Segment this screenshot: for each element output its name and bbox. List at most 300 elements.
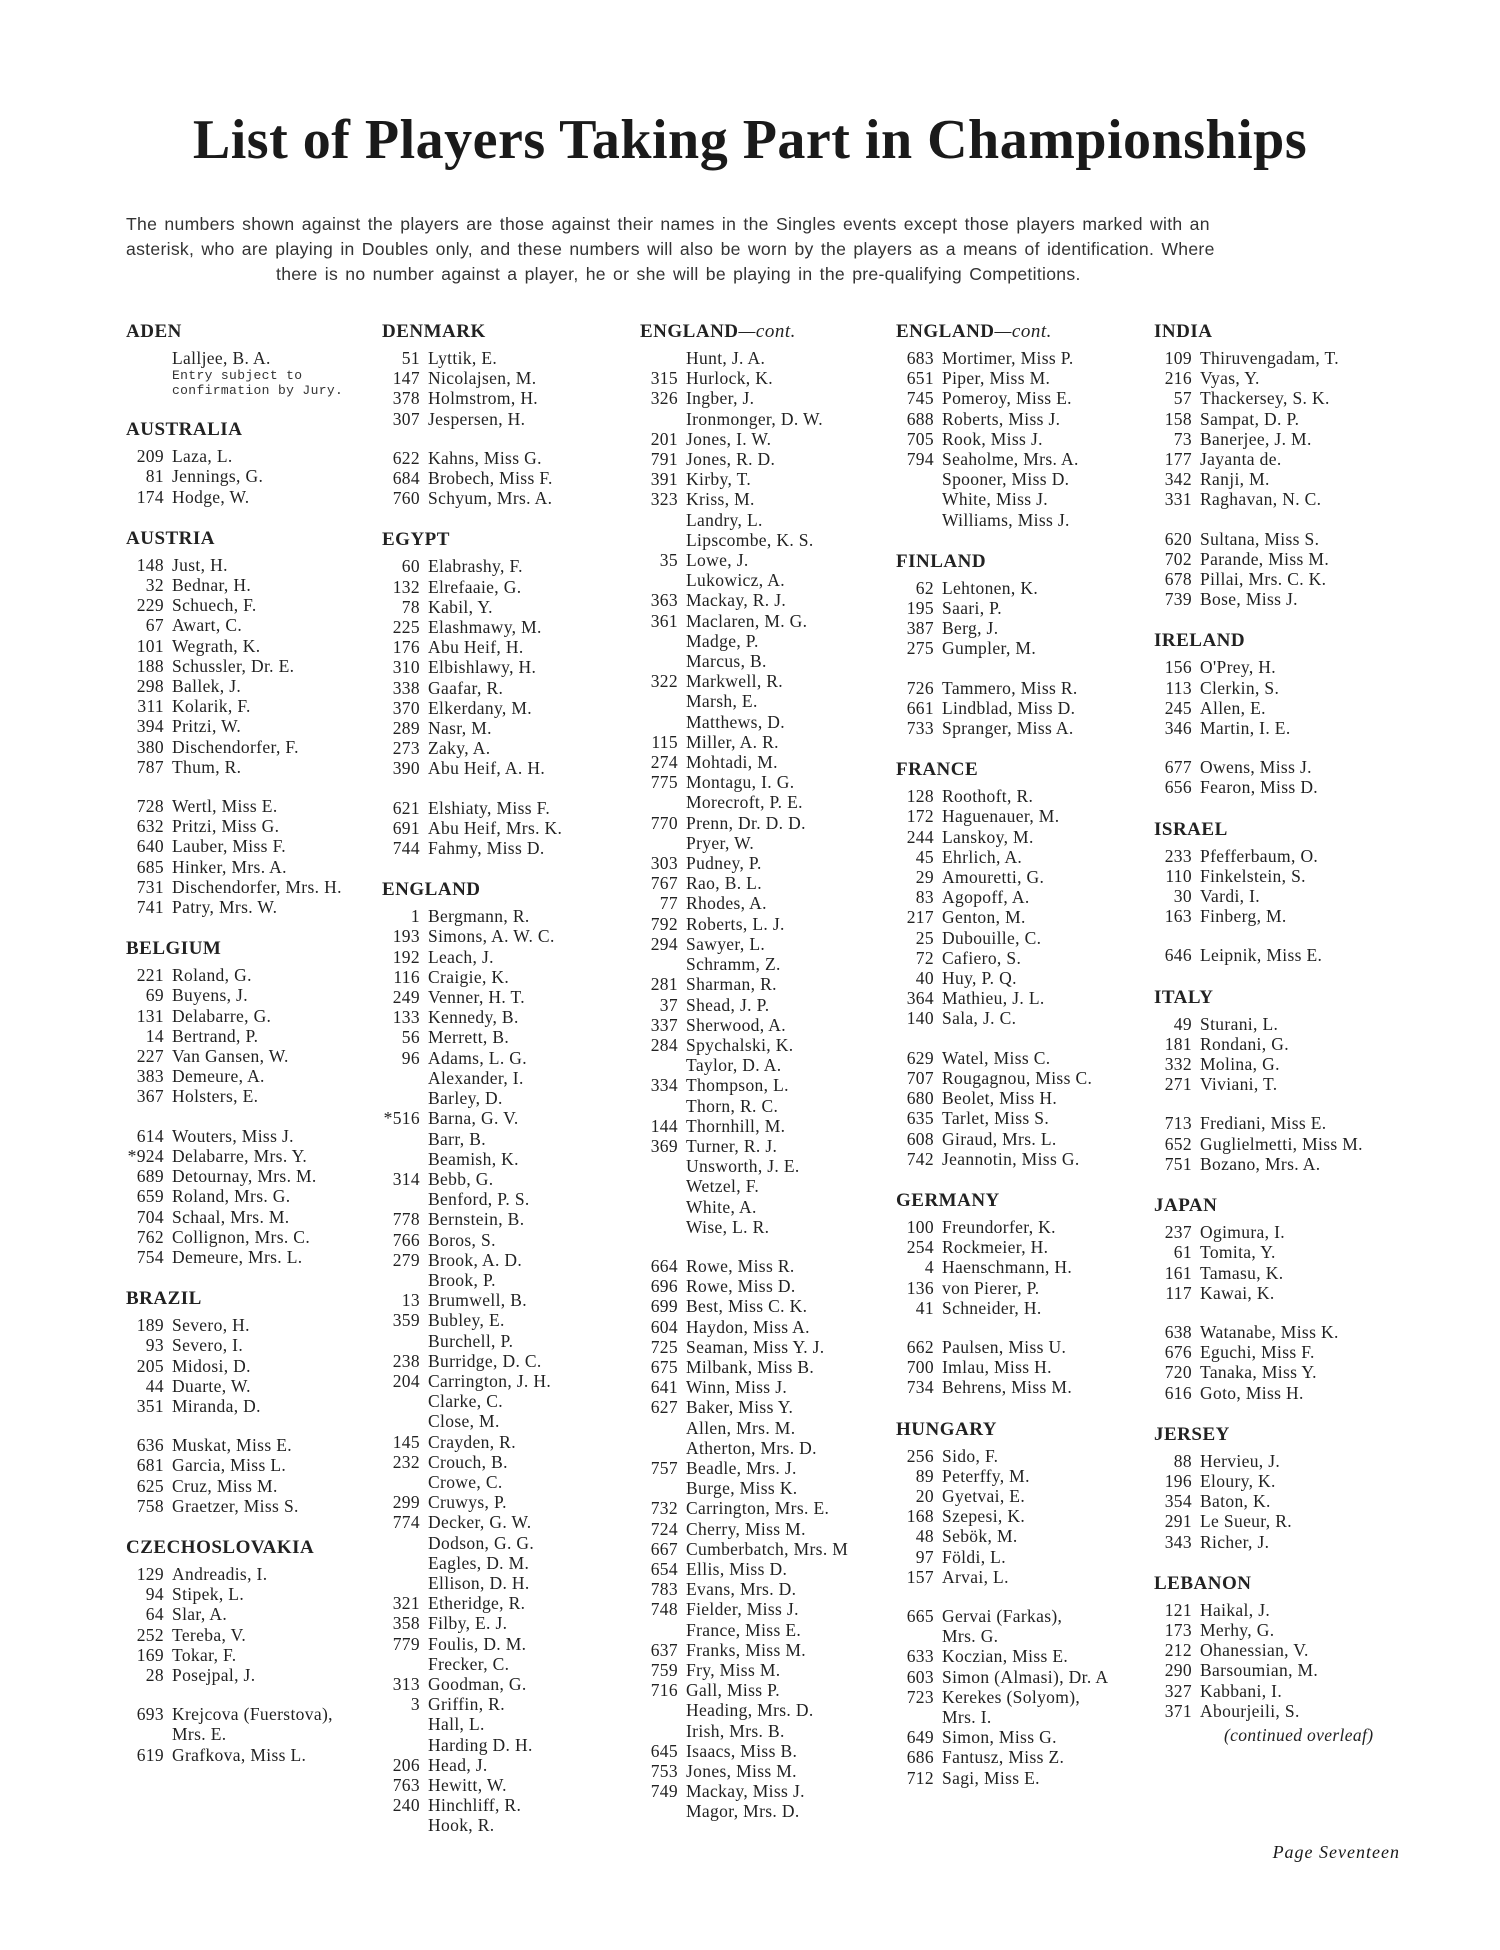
player-name: Crayden, R. [428, 1431, 516, 1452]
player-name: Laza, L. [172, 446, 233, 467]
player-group [1154, 1322, 1404, 1403]
player-name: Isaacs, Miss B. [686, 1740, 798, 1761]
player-number: 96 [401, 1047, 420, 1068]
player-name: Beolet, Miss H. [942, 1088, 1058, 1109]
player-number: 40 [915, 968, 934, 989]
player-name: Maclaren, M. G. [686, 610, 808, 631]
player-number: 291 [1164, 1511, 1192, 1532]
player-number: 64 [145, 1604, 164, 1625]
player-number: 256 [906, 1445, 934, 1466]
player-name: Spychalski, K. [686, 1034, 794, 1055]
player-row [382, 926, 634, 946]
player-row [896, 1278, 1154, 1298]
player-number: 391 [650, 469, 678, 490]
player-number: 57 [1173, 388, 1192, 409]
player-name: Sido, F. [942, 1445, 999, 1466]
player-row [126, 965, 376, 985]
player-number: 28 [145, 1664, 164, 1685]
player-row [382, 1310, 634, 1330]
player-number: 689 [136, 1166, 164, 1187]
player-row [896, 1108, 1154, 1128]
player-row [1154, 368, 1404, 388]
player-name: Roland, Mrs. G. [172, 1186, 291, 1207]
country-heading [1154, 631, 1404, 653]
player-name: White, A. [686, 1196, 757, 1217]
player-name: Spooner, Miss D. [942, 469, 1070, 490]
player-row [1154, 1134, 1404, 1154]
player-name: Gall, Miss P. [686, 1680, 781, 1701]
country-section [1154, 322, 1404, 609]
player-row [896, 988, 1154, 1008]
player-name: Head, J. [428, 1754, 488, 1775]
player-group [640, 348, 895, 1237]
player-name: Cruwys, P. [428, 1492, 507, 1513]
player-row [126, 1227, 376, 1247]
player-number: 681 [136, 1455, 164, 1476]
player-number: 323 [650, 489, 678, 510]
player-name: Slar, A. [172, 1604, 228, 1625]
country-section [640, 322, 895, 1822]
player-name: Demeure, A. [172, 1066, 265, 1087]
player-name: Burchell, P. [428, 1330, 514, 1351]
player-number: 216 [1164, 368, 1192, 389]
player-row [126, 1006, 376, 1026]
player-number: 20 [915, 1485, 934, 1506]
player-number: 168 [906, 1506, 934, 1527]
player-name: Van Gansen, W. [172, 1046, 289, 1067]
player-number: 331 [1164, 489, 1192, 510]
player-number: 654 [650, 1558, 678, 1579]
country-name: ISRAEL [1154, 818, 1228, 840]
player-name: Mrs. I. [942, 1706, 992, 1727]
player-number: 294 [650, 933, 678, 954]
player-row [896, 1486, 1154, 1506]
player-name: Sampat, D. P. [1200, 408, 1300, 429]
players-column-3 [640, 322, 895, 1822]
player-number: 13 [401, 1290, 420, 1311]
player-name: Eloury, K. [1200, 1470, 1276, 1491]
player-row [126, 1126, 376, 1146]
player-row [382, 1411, 634, 1431]
player-number: 748 [650, 1599, 678, 1620]
player-number: 116 [393, 966, 420, 987]
player-name: Richer, J. [1200, 1531, 1270, 1552]
player-row [896, 469, 1154, 489]
player-number [382, 1189, 420, 1209]
player-number: 326 [650, 388, 678, 409]
player-row [640, 611, 895, 631]
player-row [640, 1781, 895, 1801]
player-name: Stipek, L. [172, 1584, 245, 1605]
player-number: 720 [1164, 1362, 1192, 1383]
player-number: 637 [650, 1639, 678, 1660]
player-row [126, 897, 376, 917]
player-number: 311 [137, 696, 164, 717]
player-number: 209 [136, 446, 164, 467]
player-name: Burridge, D. C. [428, 1350, 542, 1371]
player-group [126, 1704, 376, 1765]
country-section [126, 529, 376, 917]
player-group [126, 1564, 376, 1685]
player-row [640, 954, 895, 974]
player-name: Owens, Miss J. [1200, 757, 1312, 778]
country-section [126, 322, 376, 398]
player-number: 310 [392, 657, 420, 678]
player-name: Ogimura, I. [1200, 1222, 1286, 1243]
player-name: Rowe, Miss R. [686, 1255, 795, 1276]
player-group [1154, 657, 1404, 738]
player-row [382, 1593, 634, 1613]
player-name: Clerkin, S. [1200, 677, 1280, 698]
player-number: 649 [906, 1727, 934, 1748]
player-group [1154, 757, 1404, 797]
player-number: 109 [1164, 348, 1192, 368]
player-name: Bebb, G. [428, 1168, 494, 1189]
player-number [640, 1438, 678, 1458]
player-number: 157 [906, 1566, 934, 1587]
player-number: 614 [136, 1125, 164, 1146]
player-name: Dischendorfer, Mrs. H. [172, 876, 342, 897]
player-group [126, 1435, 376, 1516]
player-row [382, 1492, 634, 1512]
player-row [126, 1496, 376, 1516]
player-group [896, 578, 1154, 659]
player-number: 254 [906, 1237, 934, 1258]
player-name: Awart, C. [172, 615, 243, 636]
player-group [1154, 1451, 1404, 1552]
player-row [382, 1735, 634, 1755]
player-row [1154, 1362, 1404, 1382]
entry-note: Entry subject to confirmation by Jury. [172, 368, 344, 399]
player-name: Holsters, E. [172, 1086, 259, 1107]
player-name: Hunt, J. A. [686, 348, 766, 368]
player-row [640, 550, 895, 570]
player-group [126, 1126, 376, 1267]
player-number: 196 [1164, 1470, 1192, 1491]
player-name: Sala, J. C. [942, 1008, 1017, 1029]
player-name: Barley, D. [428, 1088, 503, 1109]
player-number: 78 [401, 596, 420, 617]
player-number: 779 [392, 1633, 420, 1654]
player-row [126, 1376, 376, 1396]
player-name: Pudney, P. [686, 853, 762, 874]
country-section [896, 760, 1154, 1169]
player-name: Viviani, T. [1200, 1074, 1278, 1095]
player-number [382, 1129, 420, 1149]
player-name: Jeannotin, Miss G. [942, 1148, 1080, 1169]
country-heading [896, 760, 1154, 782]
player-number: 45 [915, 846, 934, 867]
player-number: 83 [915, 887, 934, 908]
player-row [1154, 429, 1404, 449]
player-number: 659 [136, 1186, 164, 1207]
player-name: Ranji, M. [1200, 469, 1270, 490]
continued-marker: —cont. [738, 321, 796, 342]
player-row [896, 1446, 1154, 1466]
player-group [126, 1315, 376, 1416]
player-row [896, 368, 1154, 388]
player-number: 632 [136, 816, 164, 837]
player-number: 723 [906, 1686, 934, 1707]
player-name: Piper, Miss M. [942, 368, 1051, 389]
player-name: Brumwell, B. [428, 1290, 527, 1311]
continued-marker: —cont. [994, 321, 1052, 342]
player-number: 271 [1164, 1074, 1192, 1095]
player-number [640, 1217, 678, 1237]
player-number: 163 [1164, 906, 1192, 927]
player-number: 363 [650, 590, 678, 611]
player-row [126, 656, 376, 676]
country-heading [896, 1191, 1154, 1213]
player-name: Dischendorfer, F. [172, 736, 299, 757]
player-number: 346 [1164, 718, 1192, 739]
player-name: Miranda, D. [172, 1395, 261, 1416]
player-name: Brook, P. [428, 1269, 496, 1290]
player-name: Lukowicz, A. [686, 570, 785, 591]
player-row [382, 1149, 634, 1169]
player-number: 144 [650, 1115, 678, 1136]
player-row [896, 786, 1154, 806]
player-number: 94 [145, 1584, 164, 1605]
player-name: Madge, P. [686, 630, 759, 651]
player-group [1154, 846, 1404, 927]
player-row [896, 1466, 1154, 1486]
player-name: Goodman, G. [428, 1673, 527, 1694]
player-name: Fielder, Miss J. [686, 1599, 799, 1620]
player-row [1154, 777, 1404, 797]
player-row [126, 1476, 376, 1496]
player-name: Andreadis, I. [172, 1563, 268, 1584]
player-row [382, 348, 634, 368]
player-row [896, 887, 1154, 907]
page-number: Page Seventeen [1272, 1842, 1400, 1862]
player-row [1154, 1471, 1404, 1491]
player-row [382, 1573, 634, 1593]
player-row [126, 696, 376, 716]
player-row [126, 1026, 376, 1046]
player-number: 767 [650, 873, 678, 894]
player-row [126, 1745, 376, 1765]
player-row [126, 348, 376, 368]
country-heading [382, 322, 634, 344]
country-name: ENGLAND [896, 321, 995, 342]
player-name: Carrington, Mrs. E. [686, 1498, 830, 1519]
player-row [896, 578, 1154, 598]
player-number: 351 [136, 1395, 164, 1416]
player-name: Rockmeier, H. [942, 1237, 1049, 1258]
player-name: Venner, H. T. [428, 987, 525, 1008]
player-name: Giraud, Mrs. L. [942, 1128, 1057, 1149]
player-number [896, 489, 934, 509]
player-number: 359 [392, 1310, 420, 1331]
player-number [382, 1331, 420, 1351]
player-number: 113 [1165, 677, 1192, 698]
player-row [1154, 589, 1404, 609]
player-name: Hinker, Mrs. A. [172, 856, 287, 877]
player-number [382, 1815, 420, 1835]
player-name: Roberts, Miss J. [942, 408, 1061, 429]
player-name: Marsh, E. [686, 691, 758, 712]
player-name: Arvai, L. [942, 1566, 1009, 1587]
player-number [640, 712, 678, 732]
player-number: 691 [392, 817, 420, 838]
player-number: 29 [915, 867, 934, 888]
player-name: Elabrashy, F. [428, 556, 523, 577]
player-name: Merhy, G. [1200, 1619, 1275, 1640]
player-number: 195 [906, 598, 934, 619]
player-row [382, 617, 634, 637]
player-name: Parande, Miss M. [1200, 548, 1330, 569]
player-row [382, 1472, 634, 1492]
player-name: Tammero, Miss R. [942, 677, 1078, 698]
player-row [896, 1357, 1154, 1377]
player-row [126, 1086, 376, 1106]
player-row [1154, 489, 1404, 509]
player-name: Berg, J. [942, 618, 999, 639]
player-row [640, 590, 895, 610]
country-heading [1154, 1425, 1404, 1447]
player-row [640, 469, 895, 489]
player-number: 327 [1164, 1680, 1192, 1701]
player-row [896, 698, 1154, 718]
player-name: Jespersen, H. [428, 408, 526, 429]
player-row [126, 1435, 376, 1455]
country-name: FRANCE [896, 759, 979, 781]
player-name: Zaky, A. [428, 738, 491, 759]
player-row [640, 893, 895, 913]
country-heading [126, 1289, 376, 1311]
player-name: von Pierer, P. [942, 1277, 1040, 1298]
player-number: 608 [906, 1128, 934, 1149]
player-group [1154, 1600, 1404, 1721]
player-number: 636 [136, 1435, 164, 1456]
player-name: Elbishlawy, H. [428, 657, 537, 678]
player-row [896, 1626, 1154, 1646]
player-name: Eagles, D. M. [428, 1552, 530, 1573]
player-number: 205 [136, 1355, 164, 1376]
player-name: Thorn, R. C. [686, 1095, 779, 1116]
player-number: *516 [383, 1108, 420, 1129]
player-number: 354 [1164, 1491, 1192, 1512]
player-row [896, 510, 1154, 530]
player-row [896, 827, 1154, 847]
player-row [896, 1377, 1154, 1397]
country-name: JERSEY [1154, 1423, 1230, 1445]
player-number: 733 [906, 718, 934, 739]
player-number: 741 [136, 897, 164, 918]
player-number: 370 [392, 697, 420, 718]
player-name: Foulis, D. M. [428, 1633, 527, 1654]
player-name: Guglielmetti, Miss M. [1200, 1133, 1363, 1154]
player-name: Simons, A. W. C. [428, 926, 555, 947]
player-row [126, 857, 376, 877]
player-number: 700 [906, 1357, 934, 1378]
player-row [382, 1331, 634, 1351]
player-name: Kolarik, F. [172, 696, 251, 717]
country-section [1154, 1574, 1404, 1721]
player-row [896, 618, 1154, 638]
player-row [896, 1547, 1154, 1567]
player-row [382, 678, 634, 698]
player-number: 41 [915, 1297, 934, 1318]
player-number: 37 [659, 994, 678, 1015]
player-number: 147 [392, 368, 420, 389]
player-row [896, 1667, 1154, 1687]
player-name: Muskat, Miss E. [172, 1435, 292, 1456]
player-number: 620 [1164, 528, 1192, 549]
player-name: Tereba, V. [172, 1624, 247, 1645]
player-row [1154, 1154, 1404, 1174]
player-name: Pomeroy, Miss E. [942, 388, 1072, 409]
player-number: 664 [650, 1255, 678, 1276]
player-name: Jennings, G. [172, 466, 264, 487]
player-name: Watanabe, Miss K. [1200, 1321, 1339, 1342]
player-number: 225 [392, 617, 420, 638]
player-number: 110 [1165, 865, 1192, 886]
country-name: ITALY [1154, 986, 1214, 1008]
player-row [126, 1335, 376, 1355]
player-row [1154, 698, 1404, 718]
player-number: 633 [906, 1646, 934, 1667]
player-row [896, 429, 1154, 449]
player-name: Thackersey, S. K. [1200, 388, 1330, 409]
player-row [382, 468, 634, 488]
player-row [640, 833, 895, 853]
player-number: 638 [1164, 1321, 1192, 1342]
player-row [1154, 886, 1404, 906]
player-number: 275 [906, 638, 934, 659]
player-name: Roothoft, R. [942, 786, 1034, 807]
player-number: 725 [650, 1336, 678, 1357]
player-row [1154, 569, 1404, 589]
player-name: Atherton, Mrs. D. [686, 1437, 817, 1458]
player-name: Mathieu, J. L. [942, 988, 1045, 1009]
country-name: IRELAND [1154, 630, 1246, 652]
player-name: Elshiaty, Miss F. [428, 797, 551, 818]
player-name: Sawyer, L. [686, 933, 766, 954]
page-title: List of Players Taking Part in Championships [192, 109, 1308, 171]
country-name: JAPAN [1154, 1195, 1218, 1217]
player-row [382, 1351, 634, 1371]
player-group [896, 1048, 1154, 1169]
player-name: Haenschmann, H. [942, 1257, 1073, 1278]
player-row [1154, 1342, 1404, 1362]
intro-line: asterisk, who are playing in Doubles only, and these numbers will also be worn by the players as a means of identification. Where [126, 239, 1215, 259]
country-name: LEBANON [1154, 1572, 1252, 1594]
player-name: Tomita, Y. [1200, 1242, 1276, 1263]
country-section [896, 1420, 1154, 1788]
player-name: Barr, B. [428, 1128, 486, 1149]
player-number: 14 [145, 1025, 164, 1046]
player-row [1154, 1222, 1404, 1242]
player-row [640, 631, 895, 651]
player-name: Spranger, Miss A. [942, 718, 1074, 739]
player-number [896, 510, 934, 530]
player-row [1154, 1242, 1404, 1262]
player-name: Allen, Mrs. M. [686, 1417, 796, 1438]
player-name: Nasr, M. [428, 718, 492, 739]
player-row [382, 1613, 634, 1633]
player-name: Abu Heif, H. [428, 637, 524, 658]
player-row [126, 595, 376, 615]
player-row [1154, 409, 1404, 429]
player-row [126, 1455, 376, 1475]
player-row [382, 1027, 634, 1047]
players-column-5 [1154, 322, 1404, 1745]
player-number: 284 [650, 1034, 678, 1055]
player-row [126, 737, 376, 757]
player-name: Boros, S. [428, 1229, 496, 1250]
